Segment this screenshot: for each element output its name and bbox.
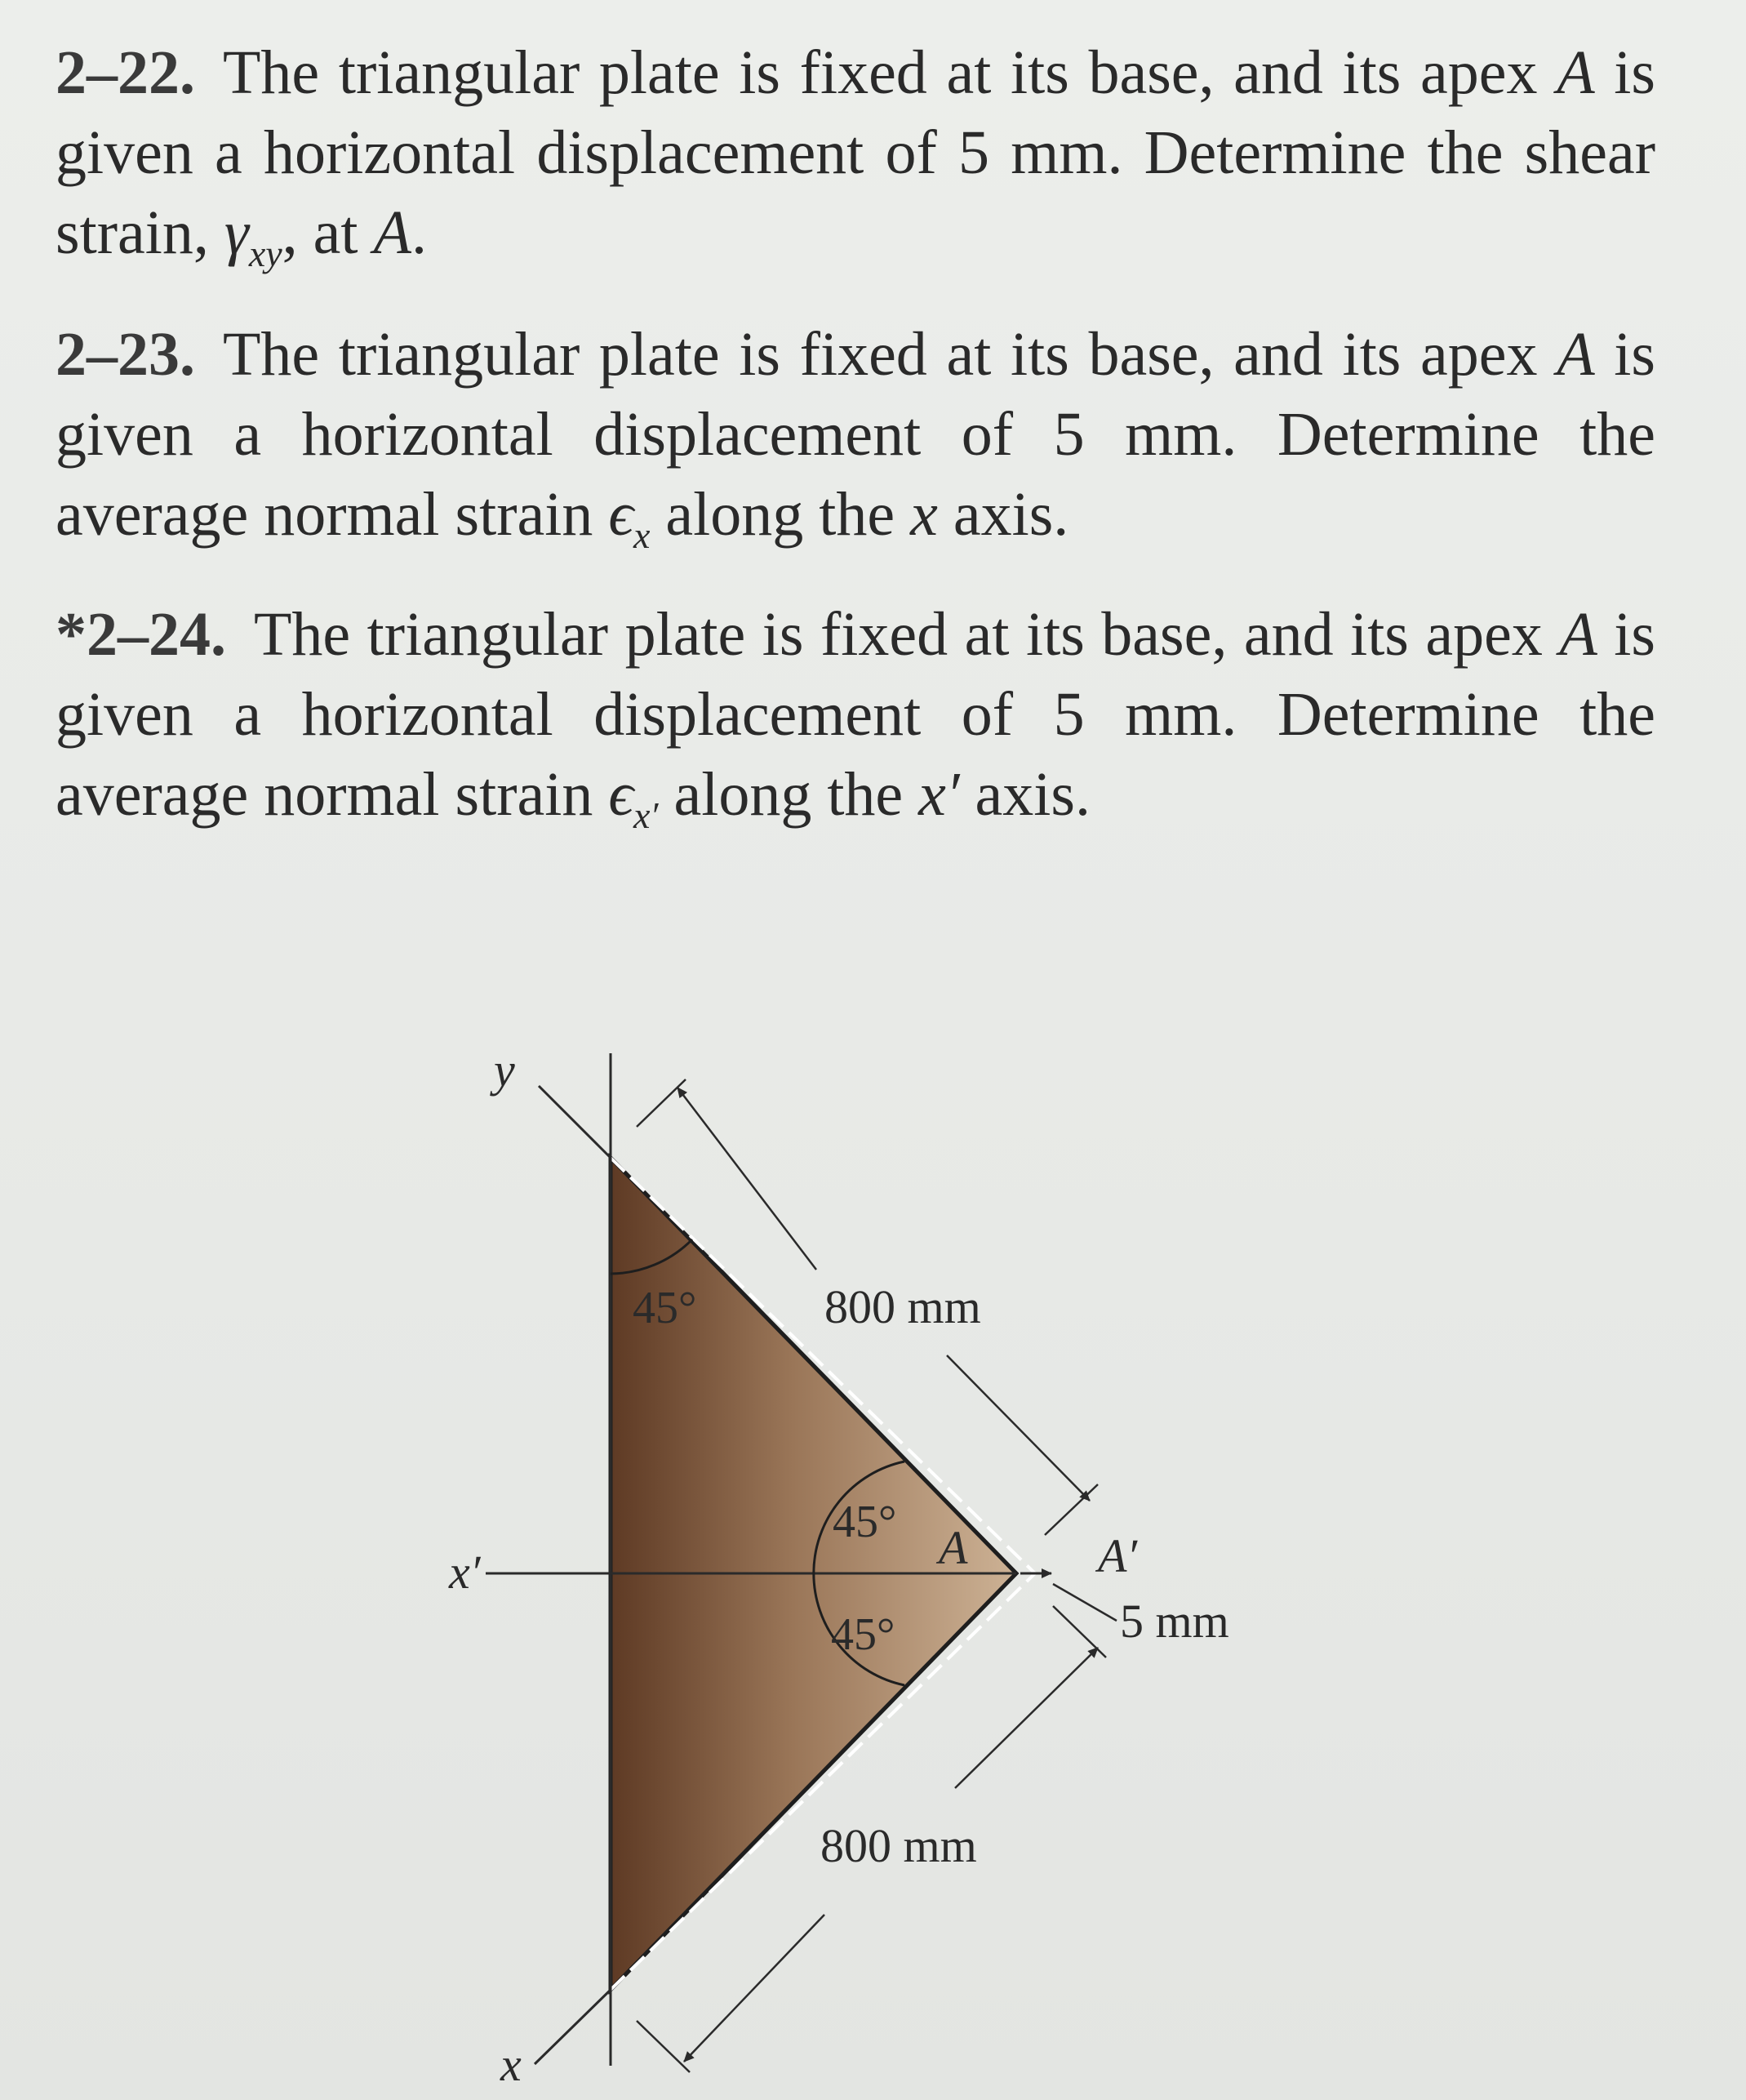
y-axis [539,1086,611,1158]
angle-apex-upper-label: 45° [833,1497,897,1547]
problem-text: The triangular plate is fixed at its base, and its apex [254,600,1560,669]
symbol-subscript: x′ [633,794,659,837]
problem-number: 2–23. [56,320,195,389]
x-axis-label: x [500,2038,522,2091]
dim-arrow-lower-b [684,1915,824,2062]
problem-number: 2–22. [56,38,195,107]
apex-label: A [1557,320,1595,389]
axis-name: x [910,480,938,549]
symbol-subscript: x [633,514,651,557]
problem-text: , at [282,198,374,267]
apex-label: A [1557,38,1595,107]
problem-number: *2–24. [56,600,226,669]
dimension-lower-label: 800 mm [820,1819,977,1872]
y-axis-label: y [494,1043,515,1097]
angle-top-label: 45° [633,1283,697,1333]
x-prime-axis-label: x′ [449,1546,481,1599]
point-a-prime-label: A′ [1098,1529,1138,1582]
problem-text: The triangular plate is fixed at its base, and its apex [223,38,1557,107]
problem-text: along the [658,760,919,829]
problem-text: along the [650,480,911,549]
normal-strain-symbol: ϵ [608,480,633,549]
dim-arrow-upper-b [947,1355,1090,1501]
x-axis [535,1990,611,2064]
normal-strain-symbol: ϵ [608,760,633,829]
dim-extension [1045,1484,1098,1535]
displacement-label: 5 mm [1120,1595,1229,1648]
dim-extension [1053,1606,1106,1657]
apex-label: A [373,198,411,267]
problem-text: axis. [937,480,1069,549]
shear-strain-symbol: γ [224,198,249,267]
problem-text: The triangular plate is fixed at its base, and its apex [223,320,1557,389]
dim-extension [637,1079,686,1127]
problem-text: is given a horizontal displacement of 5 mm. Determine the average normal strain [56,600,1655,829]
problem-text: is given a horizontal displacement of 5 mm. Determine the average normal strain [56,320,1656,549]
problem-text: axis. [959,760,1091,829]
dimension-upper-label: 800 mm [824,1280,981,1333]
point-a-label: A [939,1521,968,1574]
dim-arrow-lower-a [955,1648,1098,1788]
problem-text: is given a horizontal displacement of 5 mm. Determine the shear strain, [56,38,1656,267]
dim-extension [637,2021,690,2072]
angle-apex-lower-label: 45° [831,1609,895,1660]
symbol-subscript: xy [248,233,282,275]
apex-label: A [1559,600,1597,669]
problem-text: . [411,198,427,267]
axis-name: x′ [918,760,960,829]
